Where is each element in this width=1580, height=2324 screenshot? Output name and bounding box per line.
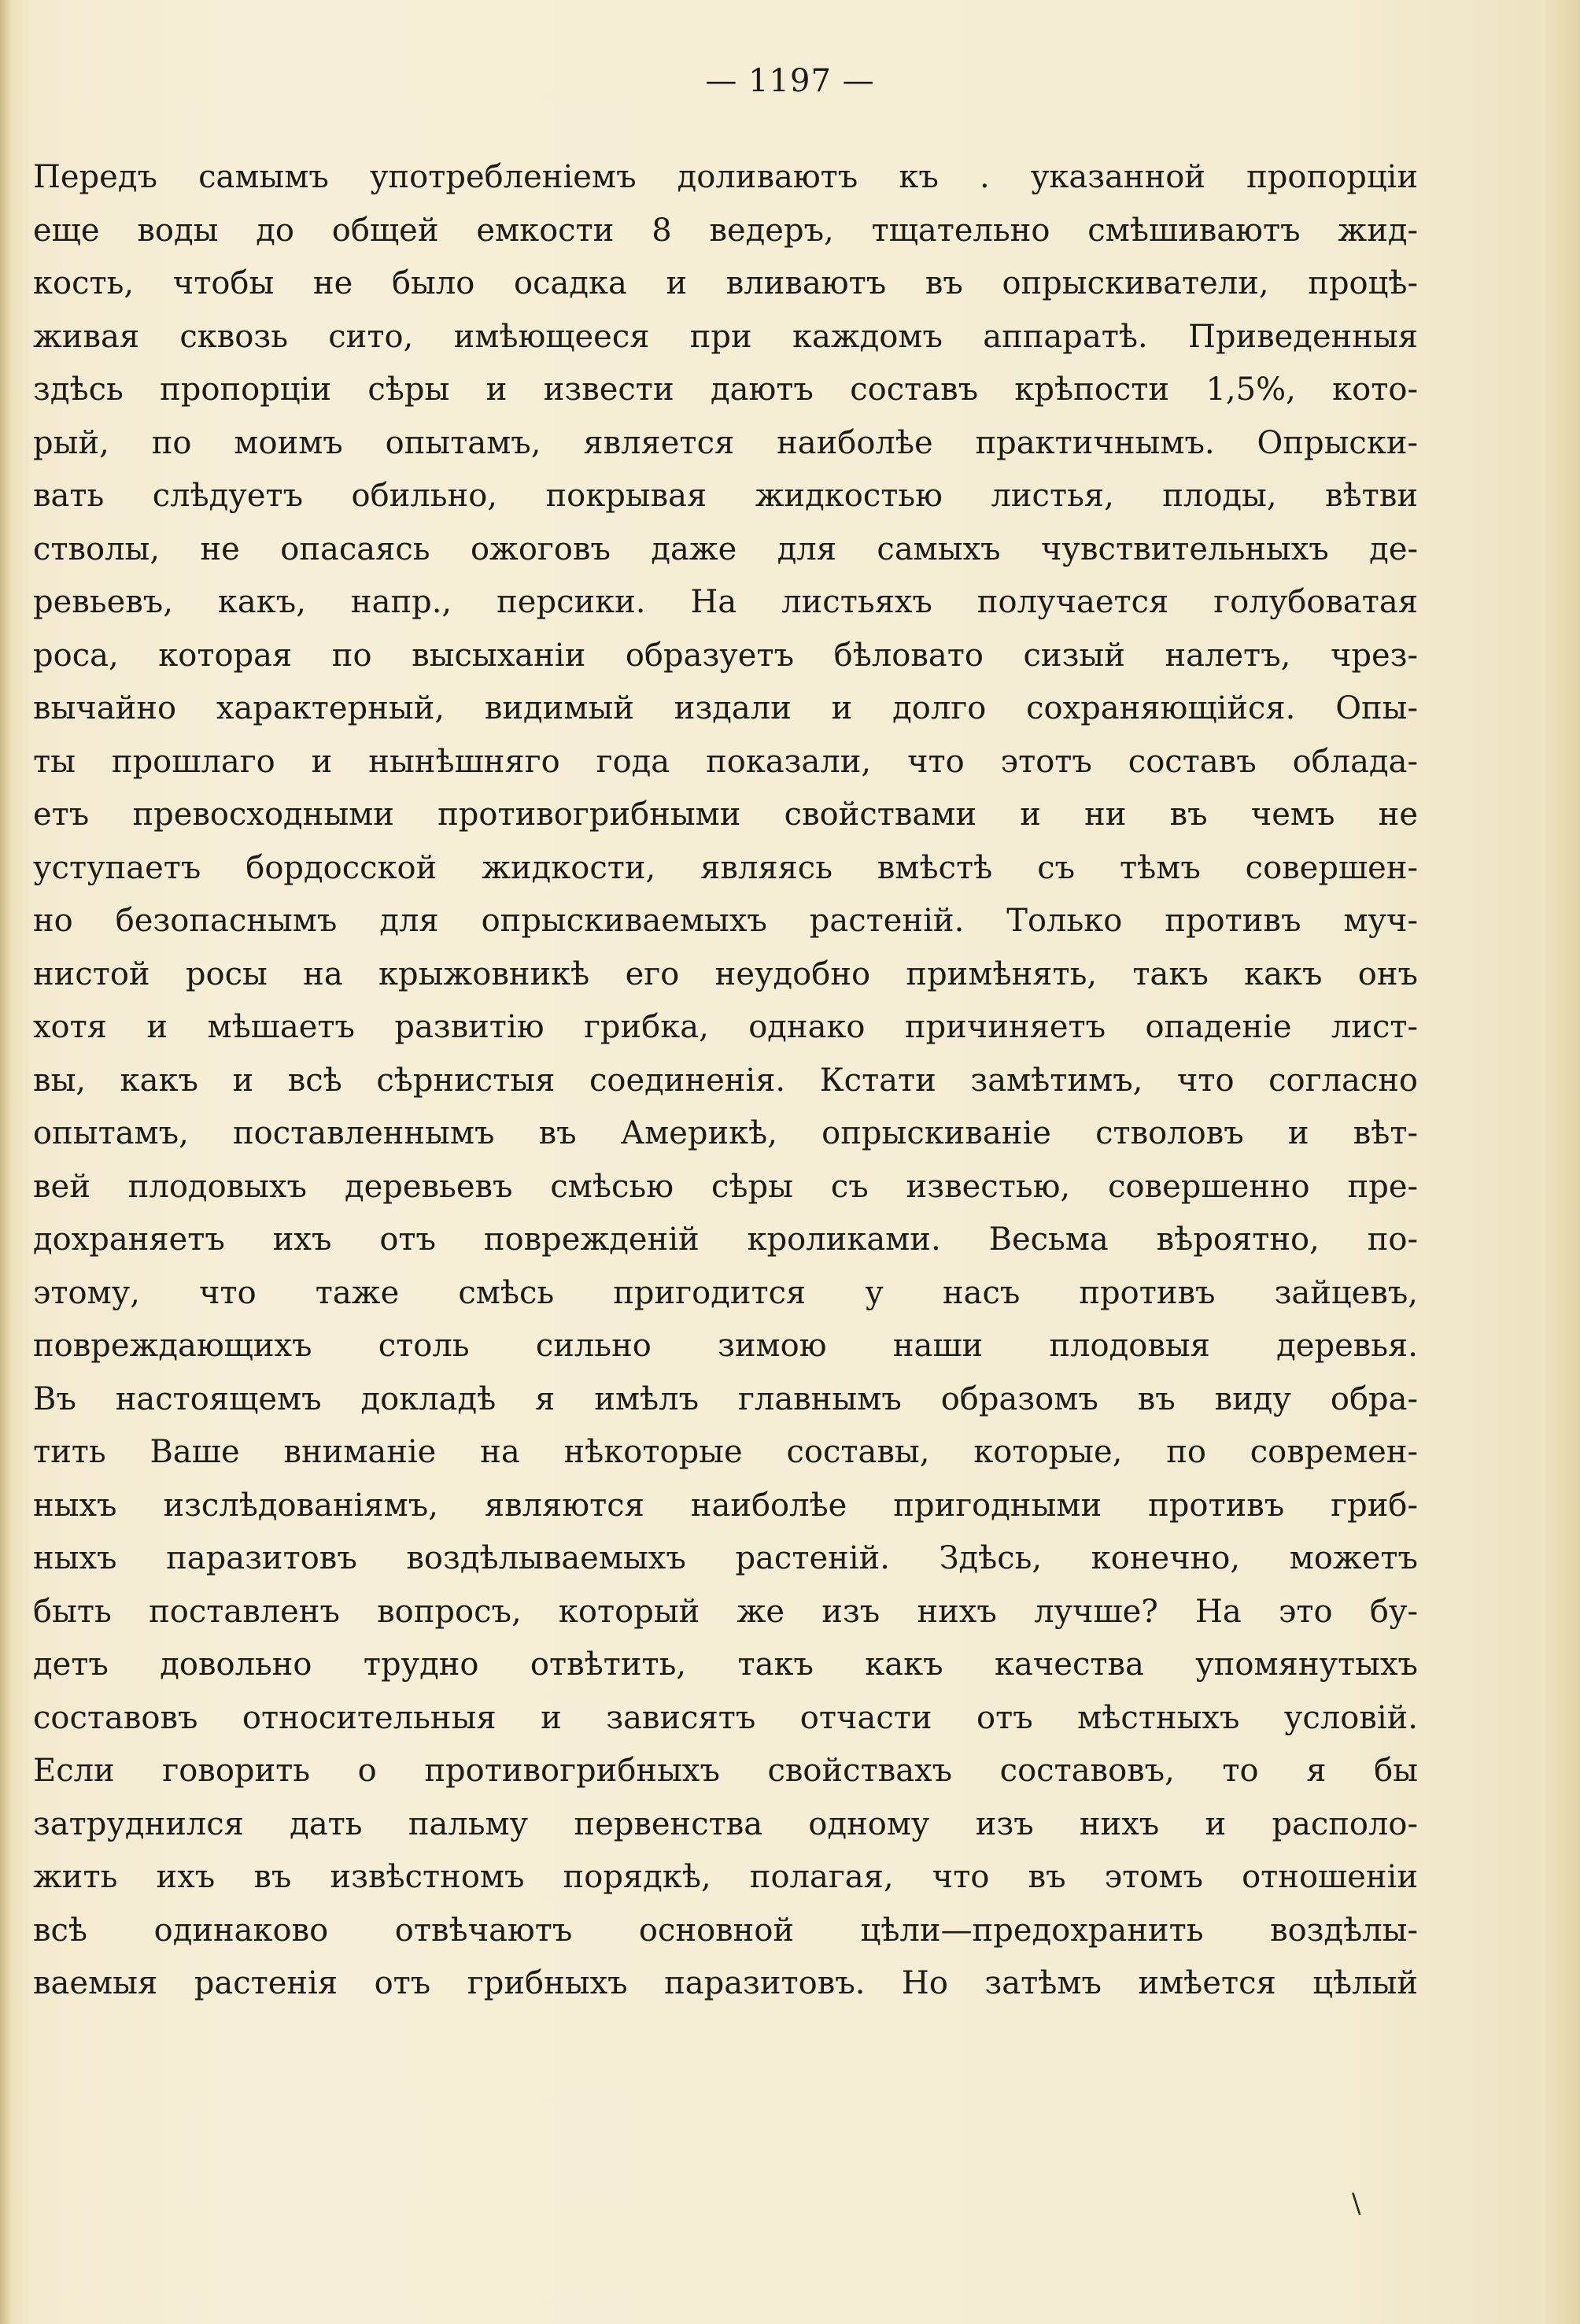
text-line: кость, чтобы не было осадка и вливаютъ въ опрыскиватели, процѣ- <box>33 265 1418 301</box>
text-line: ревьевъ, какъ, напр., персики. На листьяхъ получается голубоватая <box>33 584 1418 620</box>
text-line: уступаетъ бордосской жидкости, являясь вмѣстѣ съ тѣмъ совершен- <box>33 849 1418 886</box>
stray-pen-mark: \ <box>1352 2188 1361 2219</box>
text-line: ваемыя растенія отъ грибныхъ паразитовъ. Но затѣмъ имѣется цѣлый <box>33 1965 1418 2001</box>
text-line: дохраняетъ ихъ отъ поврежденій кроликами. Весьма вѣроятно, по- <box>33 1221 1418 1258</box>
text-line: хотя и мѣшаетъ развитію грибка, однако причиняетъ опаденіе лист- <box>33 1009 1418 1045</box>
text-line: нистой росы на крыжовникѣ его неудобно примѣнять, такъ какъ онъ <box>33 955 1418 992</box>
text-line: еще воды до общей емкости 8 ведеръ, тщательно смѣшиваютъ жид- <box>33 212 1418 249</box>
text-line: быть поставленъ вопросъ, который же изъ нихъ лучше? На это бу- <box>33 1593 1418 1630</box>
text-line: тить Ваше вниманіе на нѣкоторые составы, которые, по современ- <box>33 1434 1418 1470</box>
text-line: етъ превосходными противогрибными свойствами и ни въ чемъ не <box>33 796 1418 833</box>
text-line: Въ настоящемъ докладѣ я имѣлъ главнымъ образомъ въ виду обра- <box>33 1380 1418 1417</box>
text-line: здѣсь пропорціи сѣры и извести даютъ составъ крѣпости 1,5%, кото- <box>33 371 1418 408</box>
text-line: вы, какъ и всѣ сѣрнистыя соединенія. Кстати замѣтимъ, что согласно <box>33 1062 1418 1099</box>
text-line: роса, которая по высыханіи образуетъ бѣловато сизый налетъ, чрез- <box>33 637 1418 674</box>
text-line: жить ихъ въ извѣстномъ порядкѣ, полагая, что въ этомъ отношеніи <box>33 1859 1418 1895</box>
text-line: вей плодовыхъ деревьевъ смѣсью сѣры съ известью, совершенно пре- <box>33 1168 1418 1205</box>
text-line: этому, что таже смѣсь пригодится у насъ противъ зайцевъ, <box>33 1274 1418 1311</box>
binding-shadow <box>0 0 11 2324</box>
text-line: стволы, не опасаясь ожоговъ даже для самыхъ чувствительныхъ де- <box>33 530 1418 567</box>
text-line: повреждающихъ столь сильно зимою наши плодовыя деревья. <box>33 1328 1418 1364</box>
body-text <box>33 151 1418 2011</box>
text-line: рый, по моимъ опытамъ, является наиболѣе практичнымъ. Опрыски- <box>33 424 1418 461</box>
text-line: но безопаснымъ для опрыскиваемыхъ растеній. Только противъ муч- <box>33 903 1418 939</box>
text-line: ныхъ изслѣдованіямъ, являются наиболѣе пригодными противъ гриб- <box>33 1487 1418 1524</box>
text-line: ты прошлаго и нынѣшняго года показали, что этотъ составъ облада- <box>33 743 1418 780</box>
text-line: опытамъ, поставленнымъ въ Америкѣ, опрыскиваніе стволовъ и вѣт- <box>33 1115 1418 1151</box>
text-line: ныхъ паразитовъ воздѣлываемыхъ растеній. Здѣсь, конечно, можетъ <box>33 1540 1418 1576</box>
text-line: живая сквозь сито, имѣющееся при каждомъ аппаратѣ. Приведенныя <box>33 318 1418 355</box>
text-line: составовъ относительныя и зависятъ отчасти отъ мѣстныхъ условій. <box>33 1699 1418 1736</box>
page-number: — 1197 — <box>705 63 875 99</box>
text-line: вать слѣдуетъ обильно, покрывая жидкостью листья, плоды, вѣтви <box>33 478 1418 514</box>
text-line: детъ довольно трудно отвѣтить, такъ какъ качества упомянутыхъ <box>33 1646 1418 1683</box>
text-line: Если говорить о противогрибныхъ свойствахъ составовъ, то я бы <box>33 1753 1418 1789</box>
text-line: Передъ самымъ употребленіемъ доливаютъ къ . указанной пропорціи <box>33 159 1418 195</box>
text-line: всѣ одинаково отвѣчаютъ основной цѣли—предохранить воздѣлы- <box>33 1912 1418 1949</box>
text-line: затруднился дать пальму первенства одному изъ нихъ и располо- <box>33 1805 1418 1842</box>
text-line: вычайно характерный, видимый издали и долго сохраняющійся. Опы- <box>33 690 1418 726</box>
